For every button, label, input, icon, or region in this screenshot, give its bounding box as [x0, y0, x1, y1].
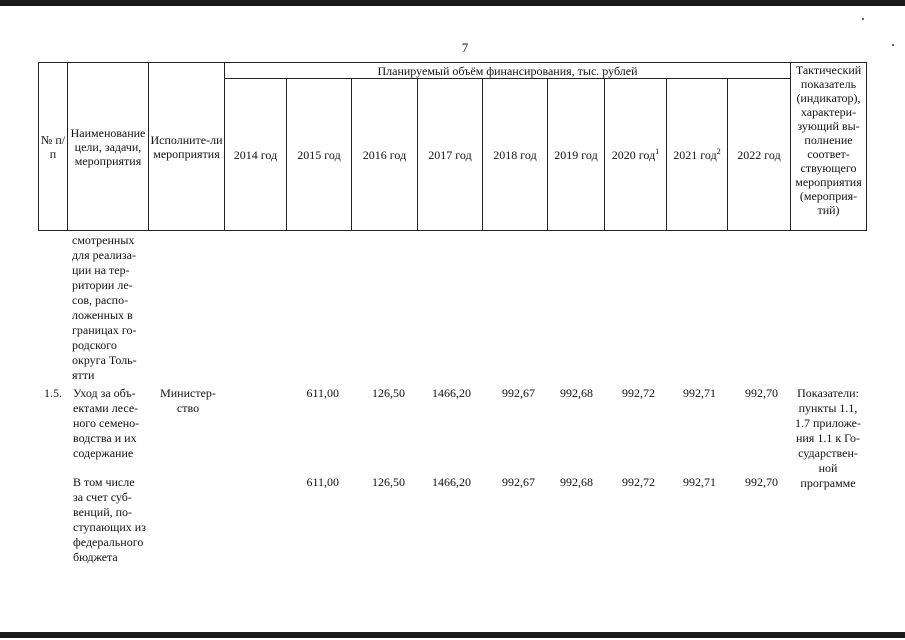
text-line: ятти — [72, 368, 95, 382]
text-line: программе — [800, 476, 856, 490]
text-line: Показатели: — [797, 386, 859, 400]
text-line: содержание — [73, 446, 134, 460]
value-2016: 126,50 — [372, 386, 405, 400]
table-header — [38, 62, 867, 231]
row-indicator — [788, 386, 868, 491]
text-line: водства и их — [73, 431, 137, 445]
footnote-mark: 2 — [716, 146, 721, 156]
header-year: 2018 год — [483, 79, 548, 231]
text-line: ступающих из — [73, 520, 146, 534]
value-2020: 992,72 — [622, 386, 655, 400]
header-indicator-col: Тактический показатель (индикатор), характери-зующий вы-полнение соответ-ствующего мероприятия (мероприя-тий) — [791, 63, 867, 231]
scan-speck — [862, 18, 864, 20]
text-line: пункты 1.1, — [798, 401, 858, 415]
header-executor-col: Исполните-ли мероприятия — [149, 63, 225, 231]
value-2016: 126,50 — [372, 475, 405, 489]
text-line: смотренных — [72, 233, 135, 247]
value-2017: 1466,20 — [432, 386, 471, 400]
value-2018: 992,67 — [502, 386, 535, 400]
header-year: 2014 год — [225, 79, 287, 231]
value-2021: 992,71 — [683, 475, 716, 489]
text-line: ного семено- — [73, 416, 140, 430]
row-including-name — [73, 475, 146, 565]
text-line: округа Толь- — [72, 353, 137, 367]
text-line: ной — [818, 461, 838, 475]
header-year: 2022 год — [728, 79, 791, 231]
header-year: 2015 год — [287, 79, 352, 231]
text-line: бюджета — [73, 550, 118, 564]
value-2015: 611,00 — [306, 475, 339, 489]
header-year-2020 — [605, 79, 667, 231]
scan-speck — [892, 44, 894, 46]
text-line: Министер- — [160, 386, 216, 400]
header-funding-group: Планируемый объём финансирования, тыс. рублей — [225, 63, 791, 79]
text-line: сов, распо- — [72, 293, 129, 307]
value-2017: 1466,20 — [432, 475, 471, 489]
text-line: для реализа- — [72, 248, 136, 262]
text-line: ство — [176, 401, 200, 415]
header-num-col: № п/п — [39, 63, 68, 231]
page-number: 7 — [461, 40, 469, 55]
header-year: 2019 год — [548, 79, 605, 231]
footnote-mark: 1 — [655, 146, 660, 156]
text-line: родского — [72, 338, 117, 352]
text-line: Уход за объ- — [73, 386, 136, 400]
header-name-col: Наименование цели, задачи, мероприятия — [68, 63, 149, 231]
value-2018: 992,67 — [502, 475, 535, 489]
text-line: ектами лесе- — [73, 401, 139, 415]
row-name — [73, 386, 139, 461]
text-line: венций, по- — [73, 505, 133, 519]
header-year: 2017 год — [418, 79, 483, 231]
scan-edge-bottom — [0, 632, 905, 638]
value-2019: 992,68 — [560, 475, 593, 489]
value-2020: 992,72 — [622, 475, 655, 489]
header-year-2021 — [667, 79, 728, 231]
value-2019: 992,68 — [560, 386, 593, 400]
value-2021: 992,71 — [683, 386, 716, 400]
continuation-text — [72, 233, 137, 383]
text-line: ритории ле- — [72, 278, 133, 292]
text-line: ции на тер- — [72, 263, 130, 277]
text-line: В том числе — [73, 475, 135, 489]
scan-edge-top — [0, 0, 905, 6]
year-label: 2021 год — [673, 147, 717, 162]
text-line: федерального — [73, 535, 144, 549]
value-2022: 992,70 — [745, 386, 778, 400]
value-2022: 992,70 — [745, 475, 778, 489]
header-year: 2016 год — [352, 79, 418, 231]
text-line: ния 1.1 к Го- — [795, 431, 861, 445]
value-2015: 611,00 — [306, 386, 339, 400]
row-executor — [150, 386, 226, 416]
year-label: 2020 год — [611, 147, 656, 162]
text-line: за счет суб- — [73, 490, 132, 504]
text-line: сударствен- — [798, 446, 858, 460]
text-line: ложенных в — [72, 308, 133, 322]
text-line: границах го- — [72, 323, 137, 337]
text-line: 1.7 приложе- — [795, 416, 861, 430]
row-number: 1.5. — [44, 386, 62, 400]
